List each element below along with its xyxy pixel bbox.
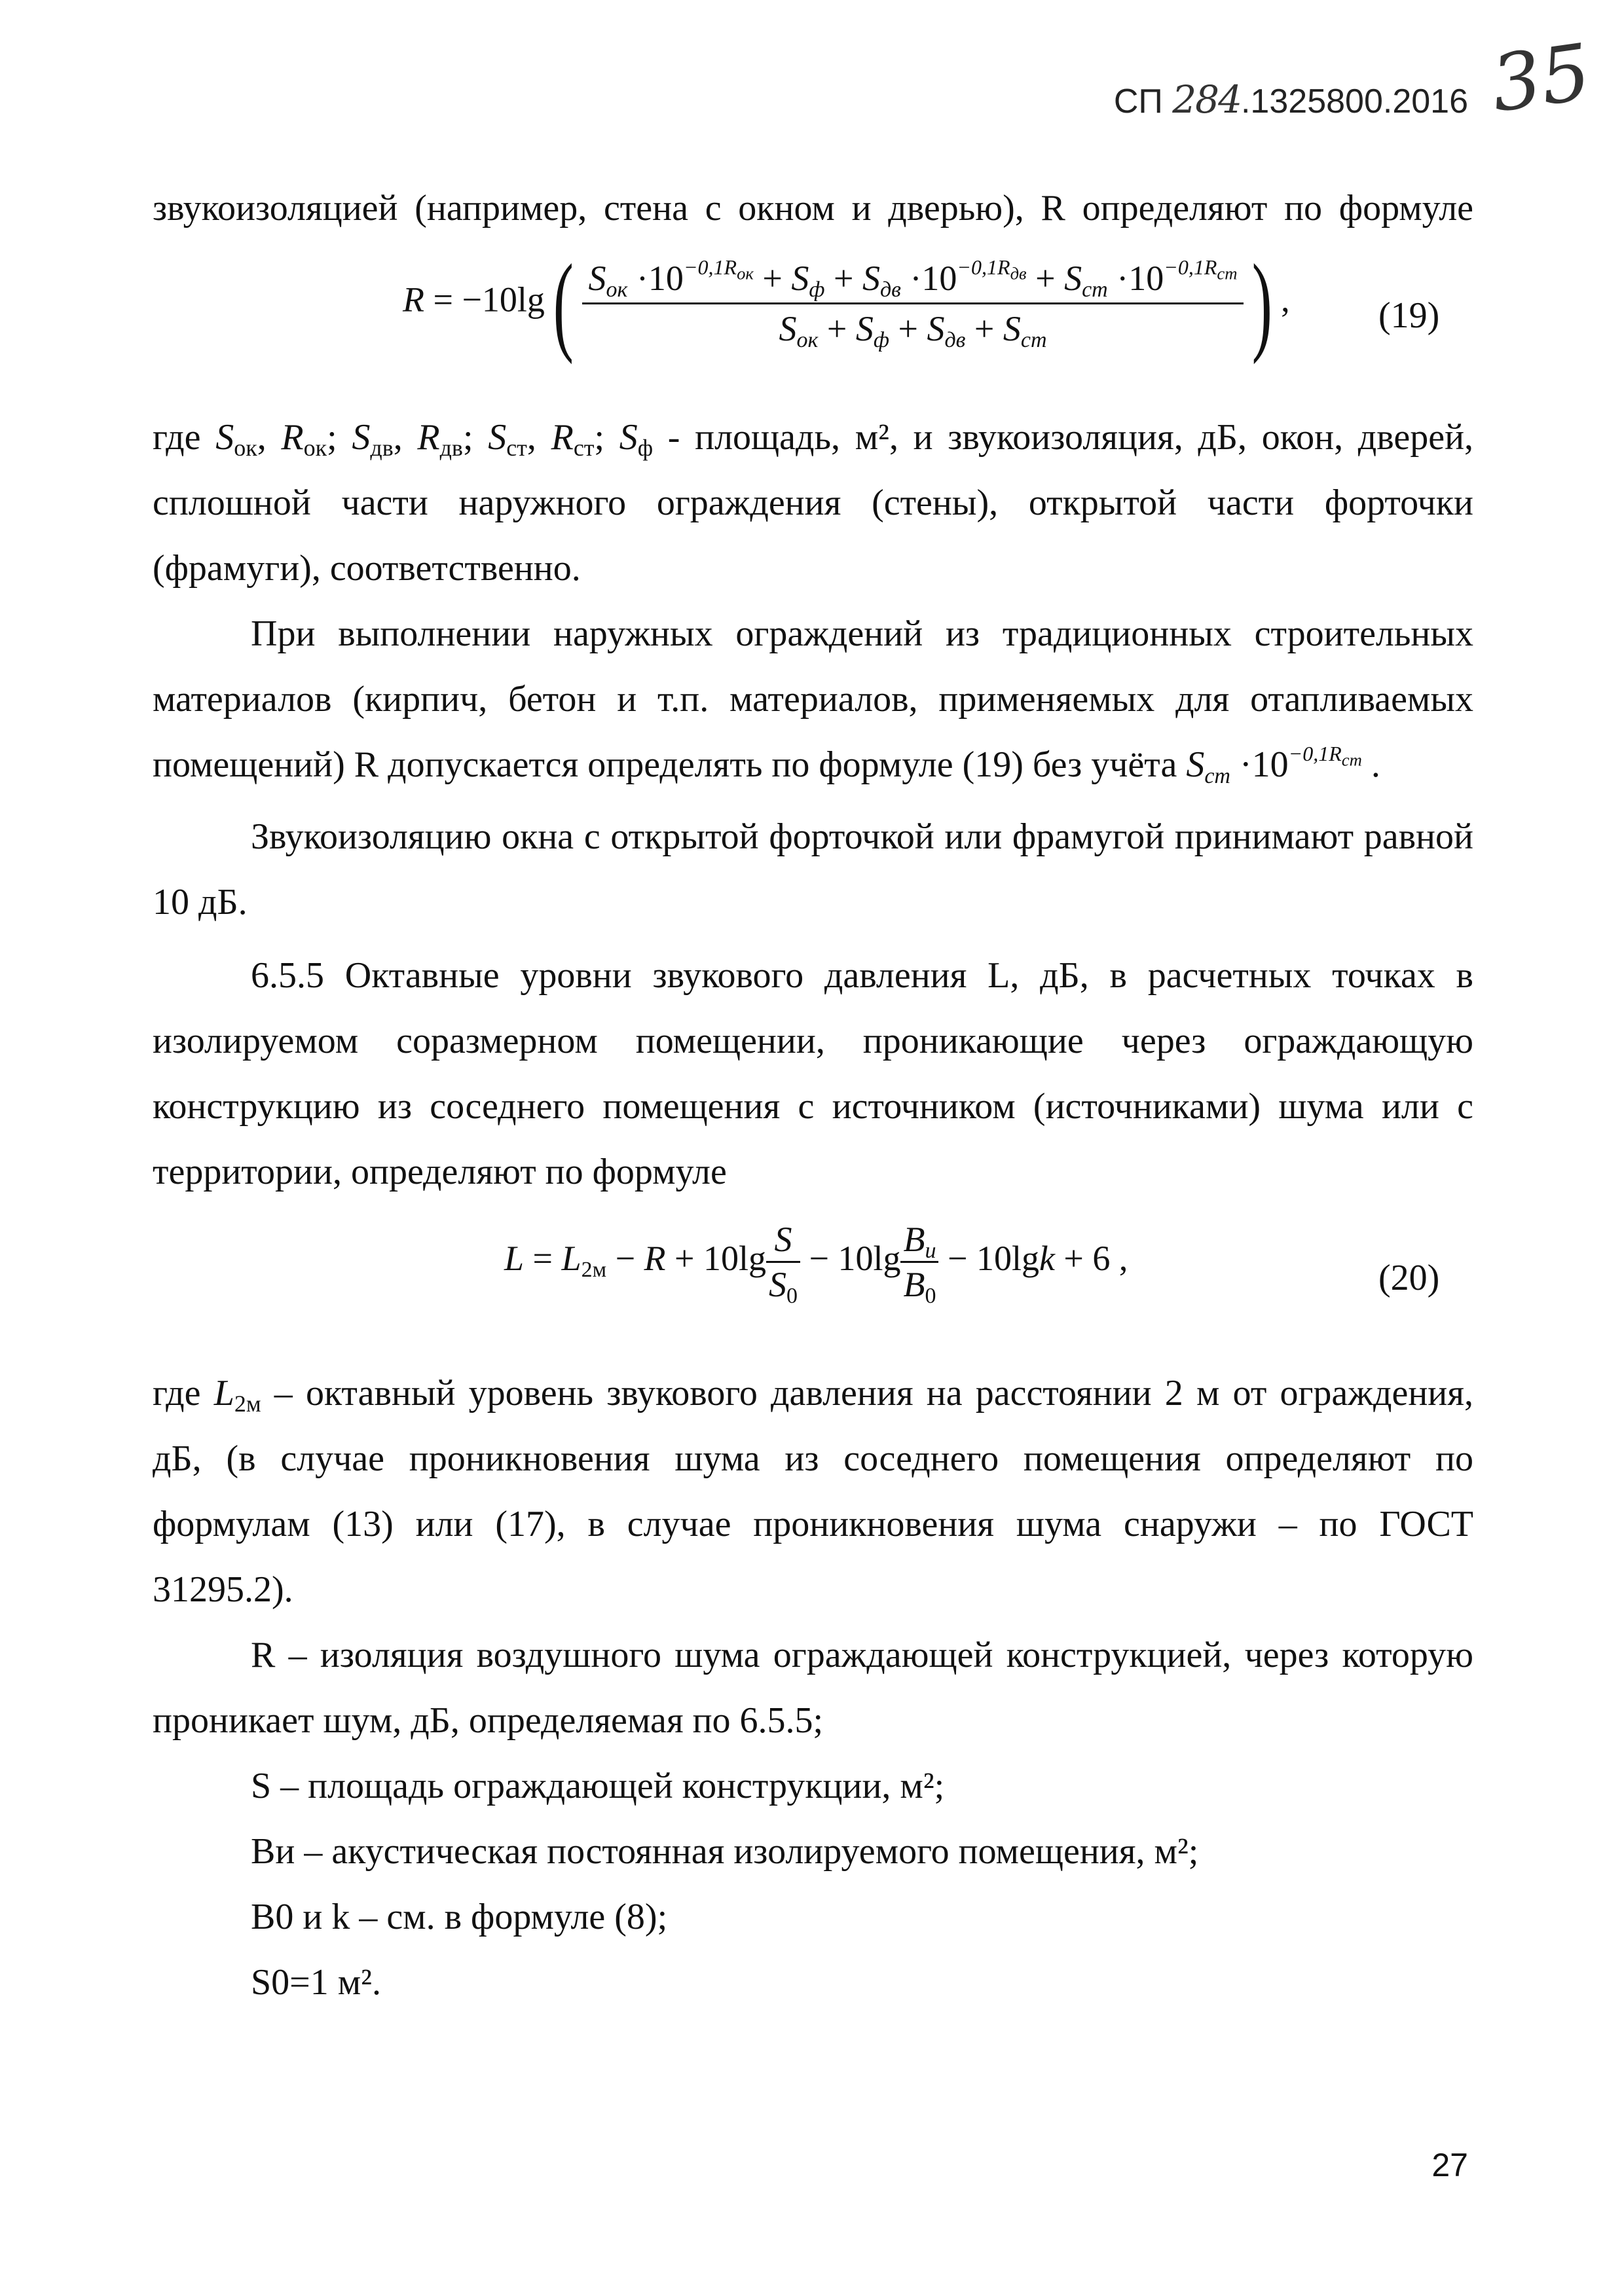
handwritten-page-number: 35 bbox=[1485, 26, 1596, 130]
definition-s: S – площадь ограждающей конструкции, м²; bbox=[251, 1766, 945, 1806]
formula-20: L = L2м − R + 10lg $\frac{S}{S0}$ − 10lg $\frac{Bи}{B0}$ − 10lgk + 6 , bbox=[504, 1220, 1128, 1308]
page-number: 27 bbox=[1431, 2147, 1468, 2183]
paragraph-l2m-definition: где $L_{2м}$ – октавный уровень звукового давления на расстоянии 2 м от ограждения, дБ, (в случае проникновения шума из соседнего помещения определяют по формулам (13) или (17), в случае проникновения шума снаружи – по ГОСТ 31295.2). bbox=[153, 1373, 1474, 1610]
equation-number-19: (19) bbox=[1378, 295, 1440, 336]
paragraph-intro: звукоизоляцией (например, стена с окном и дверью), R определяют по формуле bbox=[153, 188, 1473, 228]
definition-s0: S0=1 м². bbox=[251, 1962, 381, 2003]
definition-b0-k: B0 и k – см. в формуле (8); bbox=[251, 1897, 668, 1937]
handwritten-code-number: 284 bbox=[1172, 77, 1241, 122]
paragraph-6-5-5: 6.5.5 Октавные уровни звукового давления L, дБ, в расчетных точках в изолируемом соразмерном помещении, проникающие через ограждающую конструкцию из соседнего помещения с источником (источниками) шума или с территории, определяют по формуле bbox=[153, 955, 1473, 1192]
code-prefix: СП bbox=[1113, 82, 1163, 120]
document-code bbox=[1114, 77, 1468, 122]
definition-bi: Bи – акустическая постоянная изолируемого помещения, м²; bbox=[251, 1831, 1199, 1872]
equation-number-20: (20) bbox=[1378, 1258, 1440, 1298]
code-suffix: .1325800.2016 bbox=[1240, 82, 1468, 120]
formula-19: R = −10lg( $\frac{Sок \cdot 10^{-0,1R_{ок}} + Sф + Sдв \cdot 10^{-0,1R_{дв}} + Sст \cdot 10^{-0,1R_{ст}}}{\text{Sок + Sф + Sдв + Sст}}$ ) , bbox=[403, 242, 1290, 365]
paragraph-traditional-materials: При выполнении наружных ограждений из традиционных строительных материалов (кирпич, бетон и т.п. материалов, применяемых для отапливаемых помещений) R допускается определять по формуле (19) без учёта Sст $\cdot 10^{-0,1R_{ст}}$ . bbox=[153, 613, 1473, 788]
paragraph-definitions: где $S_{ок}$, $R_{ок}$; $S_{дв}$, $R_{дв}$; $S_{ст}$, $R_{ст}$; $S_ф$ - площадь, м², и звукоизоляция, дБ, окон, дверей, сплошной части наружного ограждения (стены), открытой части форточки (фрамуги), соответственно. bbox=[153, 417, 1474, 589]
definition-r: R – изоляция воздушного шума ограждающей конструкцией, через которую проникает шум, дБ, определяемая по 6.5.5; bbox=[153, 1635, 1473, 1741]
paragraph-open-window: Звукоизоляцию окна с открытой форточкой или фрамугой принимают равной 10 дБ. bbox=[153, 816, 1473, 922]
